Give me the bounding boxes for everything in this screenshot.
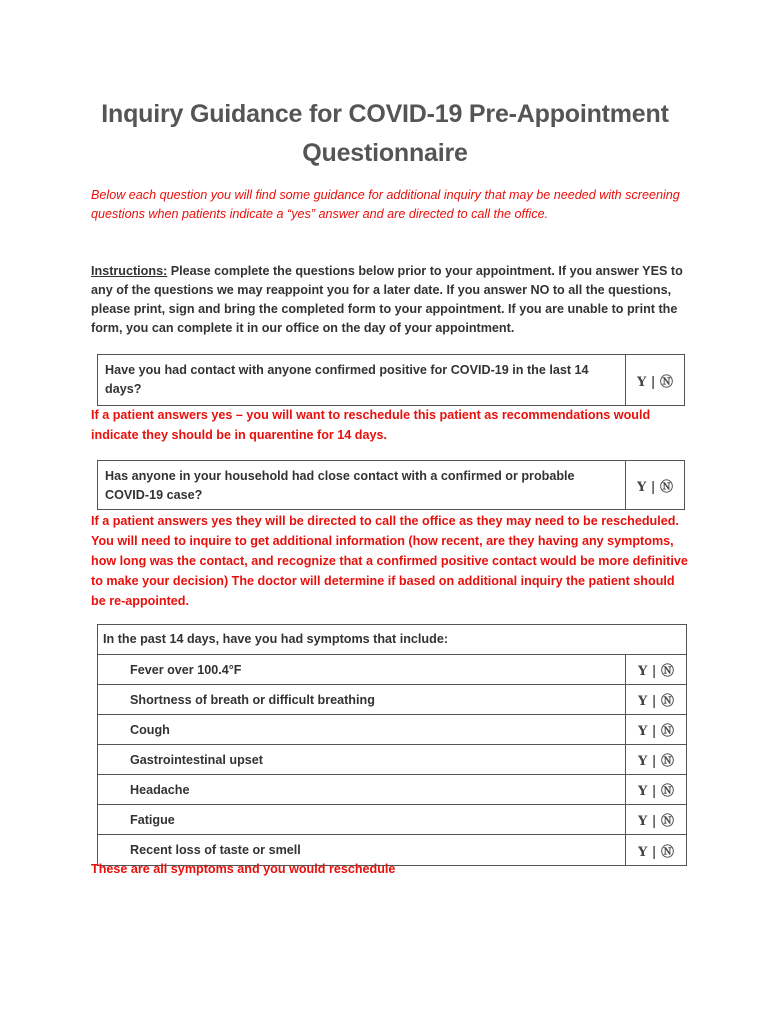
instructions bbox=[91, 262, 691, 338]
symptoms-guidance: These are all symptoms and you would reschedule bbox=[91, 862, 396, 876]
question-1-box bbox=[97, 354, 685, 406]
symptom-shortness-of-breath-yes-no[interactable]: Y | Ⓝ bbox=[637, 694, 675, 709]
symptom-row bbox=[98, 715, 686, 745]
symptom-row bbox=[98, 805, 686, 835]
question-2-box bbox=[97, 460, 685, 510]
symptom-fatigue: Fatigue bbox=[98, 805, 626, 834]
symptom-headache-yes-no[interactable]: Y | Ⓝ bbox=[637, 784, 675, 799]
symptoms-header: In the past 14 days, have you had symptoms that include: bbox=[98, 625, 686, 655]
symptom-gastrointestinal: Gastrointestinal upset bbox=[98, 745, 626, 774]
symptom-row bbox=[98, 655, 686, 685]
symptom-loss-of-taste-smell: Recent loss of taste or smell bbox=[98, 835, 626, 865]
symptom-row bbox=[98, 745, 686, 775]
symptom-cough-yes-no[interactable]: Y | Ⓝ bbox=[637, 724, 675, 739]
question-2-guidance: If a patient answers yes they will be directed to call the office as they may need to be rescheduled. You will need to inquire to get additional information (how recent, are they having any symptoms, how long was the contact, and recognize that a confirmed positive contact would be more definitive to make your decision) The doctor will determine if based on additional inquiry the patient should be re-appointed. bbox=[91, 514, 688, 608]
symptom-cough: Cough bbox=[98, 715, 626, 744]
title-line-1: Inquiry Guidance for COVID-19 Pre-Appointment bbox=[101, 100, 669, 128]
symptom-fever: Fever over 100.4°F bbox=[98, 655, 626, 684]
symptom-gastrointestinal-yes-no[interactable]: Y | Ⓝ bbox=[637, 754, 675, 769]
symptom-row bbox=[98, 775, 686, 805]
question-2-yes-no[interactable]: Y | Ⓝ bbox=[636, 479, 674, 495]
instructions-text: Please complete the questions below prior to your appointment. If you answer YES to any of the questions we may reappoint you for a later date. If you answer NO to all the questions, please print, sign and bring the completed form to your appointment. If you are unable to print the form, you can complete it in our office on the day of your appointment. bbox=[91, 264, 683, 335]
question-2-text: Has anyone in your household had close contact with a confirmed or probable COVID-19 case? bbox=[98, 461, 626, 509]
question-1-yes-no[interactable]: Y | Ⓝ bbox=[636, 374, 674, 390]
symptom-row bbox=[98, 835, 686, 865]
symptom-headache: Headache bbox=[98, 775, 626, 804]
symptom-fatigue-yes-no[interactable]: Y | Ⓝ bbox=[637, 814, 675, 829]
guidance-intro: Below each question you will find some guidance for additional inquiry that may be needed with screening questions when patients indicate a “yes” answer and are directed to call the office. bbox=[91, 188, 680, 221]
symptom-shortness-of-breath: Shortness of breath or difficult breathing bbox=[98, 685, 626, 714]
symptom-loss-of-taste-smell-yes-no[interactable]: Y | Ⓝ bbox=[637, 844, 675, 860]
instructions-label: Instructions: bbox=[91, 264, 168, 278]
title-line-2: Questionnaire bbox=[302, 139, 468, 167]
symptoms-table bbox=[97, 624, 687, 866]
symptom-fever-yes-no[interactable]: Y | Ⓝ bbox=[637, 664, 675, 679]
symptom-row bbox=[98, 685, 686, 715]
question-1-guidance: If a patient answers yes – you will want to reschedule this patient as recommendations would indicate they should be in quarentine for 14 days. bbox=[91, 408, 651, 442]
page-title bbox=[60, 95, 710, 173]
question-1-text: Have you had contact with anyone confirmed positive for COVID-19 in the last 14 days? bbox=[98, 355, 626, 405]
